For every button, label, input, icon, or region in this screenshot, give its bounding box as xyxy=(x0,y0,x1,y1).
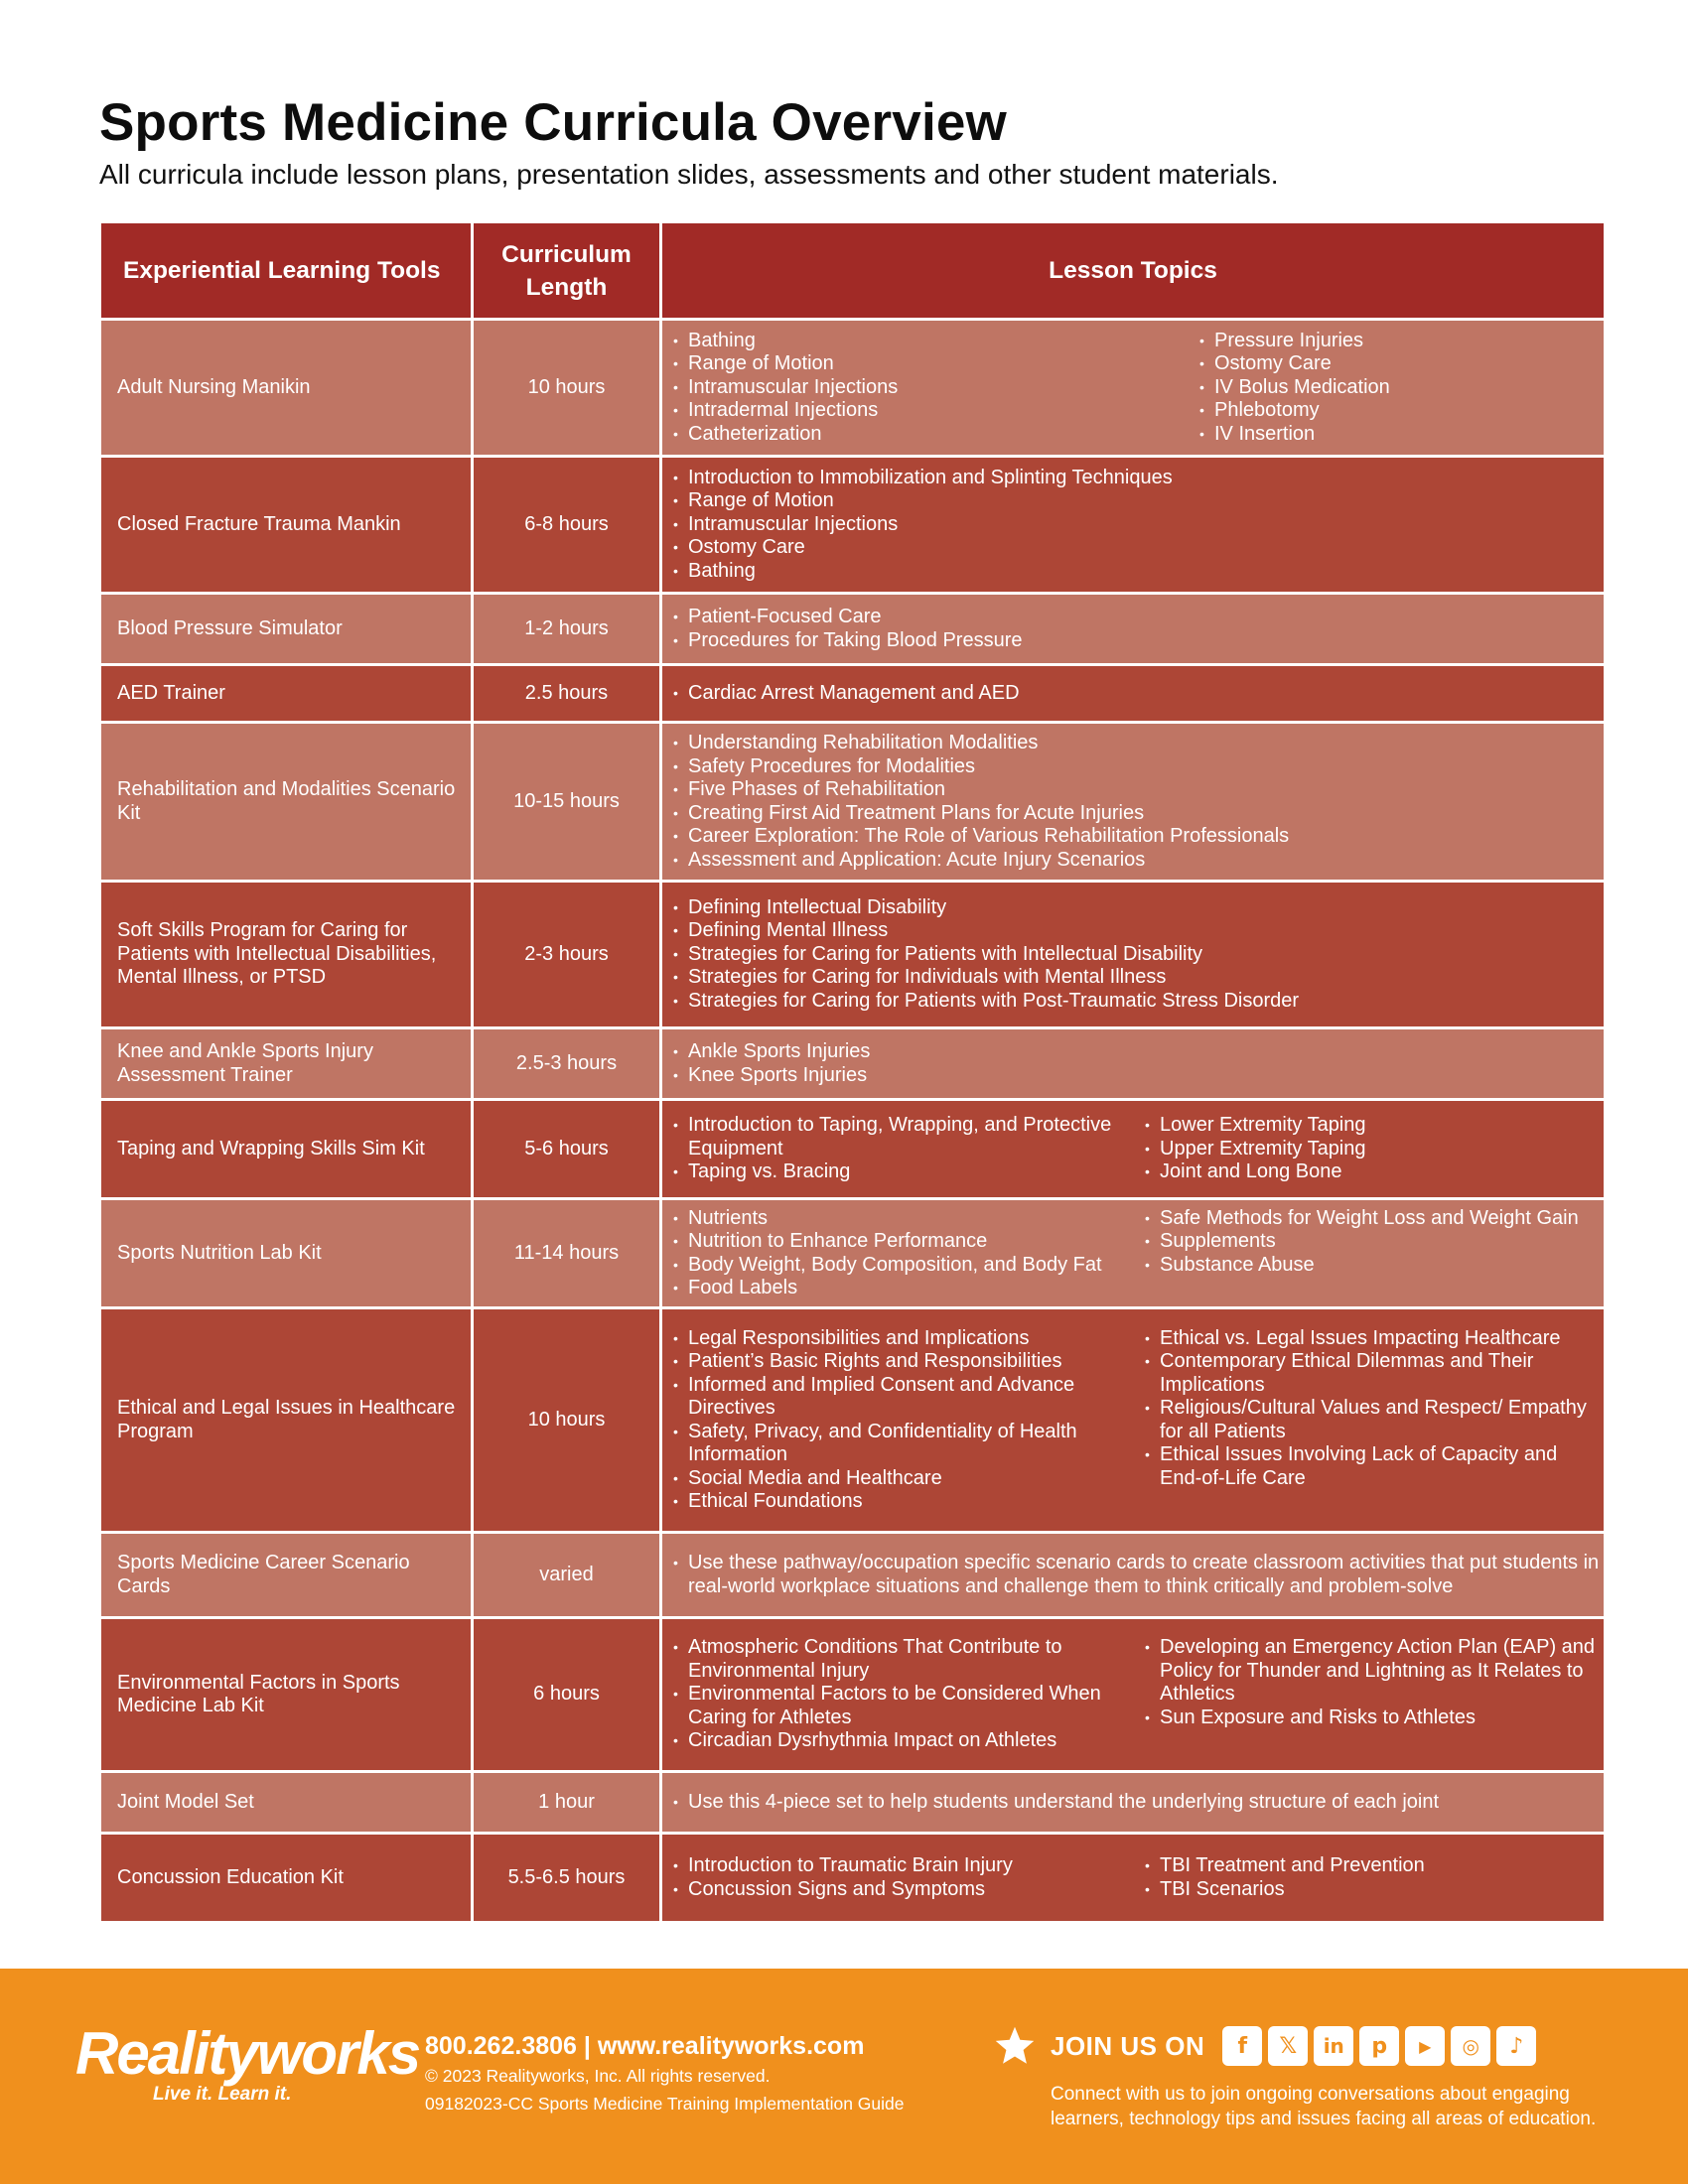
curriculum-length-cell: 11-14 hours xyxy=(473,1199,661,1308)
realityworks-logo[interactable] xyxy=(75,2020,420,2106)
lesson-topics-cell xyxy=(661,1533,1606,1618)
lesson-topics-cell xyxy=(661,457,1606,594)
topic-item: • Joint and Long Bone xyxy=(1144,1160,1366,1184)
topic-item: • Supplements xyxy=(1144,1230,1579,1254)
topic-item: • Concussion Signs and Symptoms xyxy=(672,1878,1144,1902)
tool-name-cell: Joint Model Set xyxy=(100,1772,473,1834)
topic-item: • Five Phases of Rehabilitation xyxy=(672,778,1289,802)
curriculum-length-cell: 10 hours xyxy=(473,1308,661,1533)
topic-item: • Pressure Injuries xyxy=(1198,330,1390,353)
curriculum-length-cell: 6-8 hours xyxy=(473,457,661,594)
topic-item: • Nutrients xyxy=(672,1207,1144,1231)
topic-column xyxy=(672,896,1299,1014)
table-row xyxy=(100,1308,1606,1533)
tool-name-cell: Blood Pressure Simulator xyxy=(100,594,473,665)
topic-item: • Taping vs. Bracing xyxy=(672,1160,1144,1184)
topic-column xyxy=(1144,1114,1366,1184)
topic-item: • TBI Scenarios xyxy=(1144,1878,1425,1902)
tool-name-cell: Closed Fracture Trauma Mankin xyxy=(100,457,473,594)
topic-item: • Informed and Implied Consent and Advance Directives xyxy=(672,1374,1144,1421)
topic-item: • Knee Sports Injuries xyxy=(672,1064,870,1088)
topic-item: • Strategies for Caring for Individuals with Mental Illness xyxy=(672,966,1299,990)
table-row xyxy=(100,665,1606,723)
topic-column xyxy=(672,467,1173,584)
topic-item: • Circadian Dysrhythmia Impact on Athletes xyxy=(672,1729,1144,1753)
topic-column xyxy=(1144,1327,1602,1514)
tool-name-cell: Environmental Factors in Sports Medicine Lab Kit xyxy=(100,1618,473,1772)
topic-item: • Intramuscular Injections xyxy=(672,376,1198,400)
topic-item: • Ostomy Care xyxy=(1198,352,1390,376)
topic-column xyxy=(672,682,1020,706)
topic-column xyxy=(1144,1854,1425,1901)
topic-item: • Introduction to Traumatic Brain Injury xyxy=(672,1854,1144,1878)
curriculum-length-cell: 10 hours xyxy=(473,320,661,457)
table-row xyxy=(100,882,1606,1028)
pinterest-icon[interactable]: p xyxy=(1359,2026,1399,2066)
page-title: Sports Medicine Curricula Overview xyxy=(99,93,1007,152)
topic-item: • Intradermal Injections xyxy=(672,399,1198,423)
column-header-topics: Lesson Topics xyxy=(661,222,1606,320)
column-header-tools: Experiential Learning Tools xyxy=(100,222,473,320)
logo-wordmark: Realityworks xyxy=(75,2020,420,2087)
topic-item: • Procedures for Taking Blood Pressure xyxy=(672,629,1022,653)
topic-item: • Intramuscular Injections xyxy=(672,513,1173,537)
table-row xyxy=(100,1028,1606,1100)
topic-item: • Defining Mental Illness xyxy=(672,919,1299,943)
topic-item: • Introduction to Immobilization and Splinting Techniques xyxy=(672,467,1173,490)
topic-column xyxy=(672,732,1289,872)
topic-item: • Lower Extremity Taping xyxy=(1144,1114,1366,1138)
topic-column xyxy=(672,1854,1144,1901)
curriculum-length-cell: 5-6 hours xyxy=(473,1100,661,1199)
table-row xyxy=(100,320,1606,457)
lesson-topics-cell xyxy=(661,665,1606,723)
youtube-icon[interactable]: ▶ xyxy=(1405,2026,1445,2066)
curriculum-length-cell: 10-15 hours xyxy=(473,723,661,882)
curriculum-length-cell: 1-2 hours xyxy=(473,594,661,665)
curricula-table-container xyxy=(98,220,1604,1924)
topic-item: • Cardiac Arrest Management and AED xyxy=(672,682,1020,706)
topic-item: • Safe Methods for Weight Loss and Weight Gain xyxy=(1144,1207,1579,1231)
curriculum-length-cell: varied xyxy=(473,1533,661,1618)
topic-column xyxy=(1198,330,1390,447)
topic-column xyxy=(1144,1636,1602,1753)
topic-item: • Environmental Factors to be Considered When Caring for Athletes xyxy=(672,1683,1144,1729)
copyright-text: © 2023 Realityworks, Inc. All rights reserved. xyxy=(425,2066,771,2086)
topic-item: • Nutrition to Enhance Performance xyxy=(672,1230,1144,1254)
lesson-topics-cell xyxy=(661,1834,1606,1923)
topic-item: • Defining Intellectual Disability xyxy=(672,896,1299,920)
topic-item: • IV Insertion xyxy=(1198,423,1390,447)
topic-item: • Food Labels xyxy=(672,1277,1144,1300)
topic-item: • Sun Exposure and Risks to Athletes xyxy=(1144,1706,1602,1730)
topic-item: • Understanding Rehabilitation Modalities xyxy=(672,732,1289,755)
social-icons xyxy=(1222,2026,1536,2066)
topic-column xyxy=(672,330,1198,447)
tiktok-icon[interactable]: ♪ xyxy=(1496,2026,1536,2066)
page-subtitle: All curricula include lesson plans, presentation slides, assessments and other student materials. xyxy=(99,159,1279,190)
tool-name-cell: Rehabilitation and Modalities Scenario Kit xyxy=(100,723,473,882)
tool-name-cell: Sports Nutrition Lab Kit xyxy=(100,1199,473,1308)
topic-item: • Patient-Focused Care xyxy=(672,606,1022,629)
document-id: 09182023-CC Sports Medicine Training Implementation Guide xyxy=(425,2094,905,2114)
table-row xyxy=(100,594,1606,665)
phone-and-website[interactable]: 800.262.3806 | www.realityworks.com xyxy=(425,2032,865,2060)
topic-item: • Ethical vs. Legal Issues Impacting Healthcare xyxy=(1144,1327,1602,1351)
topic-item: • Ankle Sports Injuries xyxy=(672,1040,870,1064)
topic-item: • Ostomy Care xyxy=(672,536,1173,560)
topic-column xyxy=(1144,1207,1579,1300)
table-row xyxy=(100,457,1606,594)
curriculum-length-cell: 2.5 hours xyxy=(473,665,661,723)
contact-info xyxy=(425,2030,981,2117)
instagram-icon[interactable]: ◎ xyxy=(1451,2026,1490,2066)
topic-column xyxy=(672,1636,1144,1753)
topic-item: • Contemporary Ethical Dilemmas and Their Implications xyxy=(1144,1350,1602,1397)
table-header-row xyxy=(100,222,1606,320)
topic-item: • Strategies for Caring for Patients with Intellectual Disability xyxy=(672,943,1299,967)
topic-item: • Patient’s Basic Rights and Responsibilities xyxy=(672,1350,1144,1374)
curriculum-length-cell: 6 hours xyxy=(473,1618,661,1772)
topic-item: • Atmospheric Conditions That Contribute to Environmental Injury xyxy=(672,1636,1144,1683)
topic-item: • Body Weight, Body Composition, and Body Fat xyxy=(672,1254,1144,1278)
topic-column xyxy=(672,1327,1144,1514)
topic-item: • Strategies for Caring for Patients with Post-Traumatic Stress Disorder xyxy=(672,990,1299,1014)
table-row xyxy=(100,1834,1606,1923)
topic-item: • TBI Treatment and Prevention xyxy=(1144,1854,1425,1878)
curriculum-length-cell: 1 hour xyxy=(473,1772,661,1834)
table-row xyxy=(100,1533,1606,1618)
tool-name-cell: Ethical and Legal Issues in Healthcare Program xyxy=(100,1308,473,1533)
topic-item: • Creating First Aid Treatment Plans for Acute Injuries xyxy=(672,802,1289,826)
join-us-label: JOIN US ON xyxy=(1051,2030,1205,2061)
topic-item: • Range of Motion xyxy=(672,352,1198,376)
table-row xyxy=(100,723,1606,882)
topic-item: • Ethical Issues Involving Lack of Capacity and End-of-Life Care xyxy=(1144,1443,1602,1490)
topic-item: • Substance Abuse xyxy=(1144,1254,1579,1278)
lesson-topics-cell xyxy=(661,882,1606,1028)
topic-item: • Safety Procedures for Modalities xyxy=(672,755,1289,779)
topic-item: • Bathing xyxy=(672,560,1173,584)
topic-item: • Use this 4-piece set to help students understand the underlying structure of each joint xyxy=(672,1791,1439,1815)
topic-item: • Catheterization xyxy=(672,423,1198,447)
x-icon[interactable]: 𝕏 xyxy=(1268,2026,1308,2066)
topic-item: • Upper Extremity Taping xyxy=(1144,1138,1366,1161)
tool-name-cell: Sports Medicine Career Scenario Cards xyxy=(100,1533,473,1618)
lesson-topics-cell xyxy=(661,1618,1606,1772)
curriculum-length-cell: 2-3 hours xyxy=(473,882,661,1028)
lesson-topics-cell xyxy=(661,320,1606,457)
linkedin-icon[interactable]: in xyxy=(1314,2026,1353,2066)
lesson-topics-cell xyxy=(661,723,1606,882)
topic-column xyxy=(672,606,1022,652)
lesson-topics-cell xyxy=(661,594,1606,665)
page-header xyxy=(99,91,1609,195)
topic-item: • Introduction to Taping, Wrapping, and Protective Equipment xyxy=(672,1114,1144,1160)
social-section xyxy=(993,2024,1648,2131)
topic-item: • Assessment and Application: Acute Injury Scenarios xyxy=(672,849,1289,873)
topic-item: • Bathing xyxy=(672,330,1198,353)
column-header-length: Curriculum Length xyxy=(473,222,661,320)
lesson-topics-cell xyxy=(661,1772,1606,1834)
topic-item: • Use these pathway/occupation specific scenario cards to create classroom activities that put students in real-world workplace situations and challenge them to think critically and problem-solve xyxy=(672,1552,1602,1598)
topic-item: • Range of Motion xyxy=(672,489,1173,513)
topic-column xyxy=(672,1114,1144,1184)
tool-name-cell: Concussion Education Kit xyxy=(100,1834,473,1923)
table-row xyxy=(100,1618,1606,1772)
footer xyxy=(0,1969,1688,2184)
logo-tagline: Live it. Learn it. xyxy=(153,2084,292,2105)
topic-column xyxy=(672,1791,1439,1815)
tool-name-cell: Soft Skills Program for Caring for Patients with Intellectual Disabilities, Mental Illness, or PTSD xyxy=(100,882,473,1028)
topic-item: • Social Media and Healthcare xyxy=(672,1467,1144,1491)
tool-name-cell: AED Trainer xyxy=(100,665,473,723)
curriculum-length-cell: 5.5-6.5 hours xyxy=(473,1834,661,1923)
tool-name-cell: Taping and Wrapping Skills Sim Kit xyxy=(100,1100,473,1199)
topic-item: • Developing an Emergency Action Plan (EAP) and Policy for Thunder and Lightning as It Relates to Athletics xyxy=(1144,1636,1602,1706)
lesson-topics-cell xyxy=(661,1308,1606,1533)
facebook-icon[interactable]: f xyxy=(1222,2026,1262,2066)
topic-column xyxy=(672,1040,870,1087)
table-row xyxy=(100,1199,1606,1308)
topic-column xyxy=(672,1552,1602,1598)
lesson-topics-cell xyxy=(661,1199,1606,1308)
join-description: Connect with us to join ongoing conversations about engaging learners, technology tips and issues facing all areas of education. xyxy=(1051,2084,1597,2129)
curricula-table xyxy=(98,220,1607,1924)
topic-item: • Career Exploration: The Role of Various Rehabilitation Professionals xyxy=(672,825,1289,849)
topic-item: • Legal Responsibilities and Implications xyxy=(672,1327,1144,1351)
topic-item: • Ethical Foundations xyxy=(672,1490,1144,1514)
lesson-topics-cell xyxy=(661,1100,1606,1199)
table-row xyxy=(100,1100,1606,1199)
table-body xyxy=(100,320,1606,1923)
topic-item: • IV Bolus Medication xyxy=(1198,376,1390,400)
table-row xyxy=(100,1772,1606,1834)
topic-column xyxy=(672,1207,1144,1300)
lesson-topics-cell xyxy=(661,1028,1606,1100)
topic-item: • Safety, Privacy, and Confidentiality of Health Information xyxy=(672,1421,1144,1467)
star-icon xyxy=(993,2024,1037,2068)
tool-name-cell: Knee and Ankle Sports Injury Assessment Trainer xyxy=(100,1028,473,1100)
curriculum-length-cell: 2.5-3 hours xyxy=(473,1028,661,1100)
topic-item: • Phlebotomy xyxy=(1198,399,1390,423)
tool-name-cell: Adult Nursing Manikin xyxy=(100,320,473,457)
topic-item: • Religious/Cultural Values and Respect/ Empathy for all Patients xyxy=(1144,1397,1602,1443)
